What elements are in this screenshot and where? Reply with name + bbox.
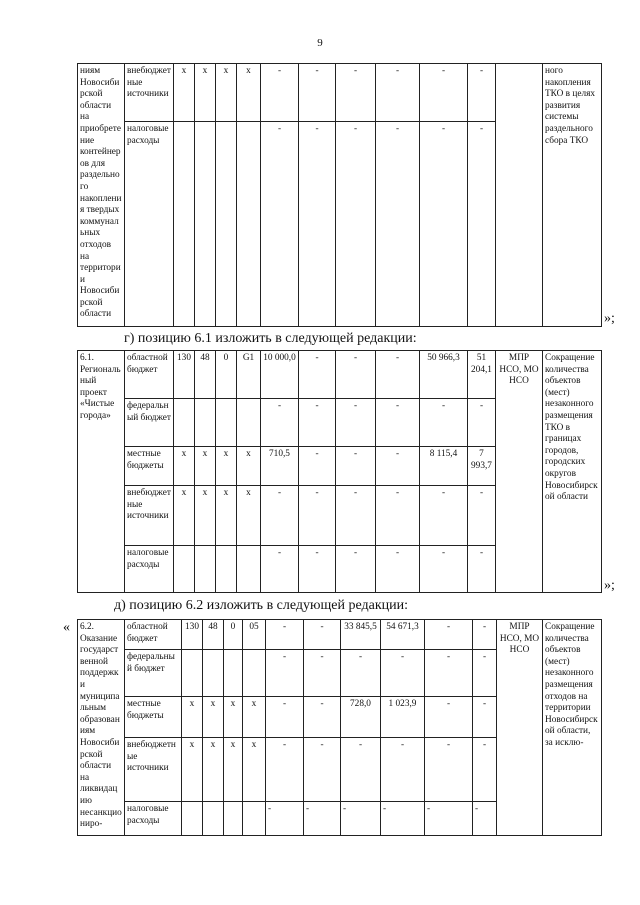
value-cell: - (468, 486, 496, 546)
code-cell: х (216, 486, 237, 546)
funding-source: внебюджетные источники (125, 486, 174, 546)
code-cell (243, 802, 266, 836)
value-cell: - (299, 64, 336, 122)
code-cell: х (237, 64, 261, 122)
value-cell: - (261, 122, 299, 327)
code-cell: 130 (182, 620, 203, 650)
value-cell: 33 845,5 (341, 620, 381, 650)
value-cell: - (299, 447, 336, 486)
value-cell: - (381, 738, 425, 802)
executor-cell (496, 64, 543, 327)
code-cell: х (195, 486, 216, 546)
value-cell: - (266, 620, 304, 650)
code-cell (216, 122, 237, 327)
code-cell: х (243, 697, 266, 738)
code-cell: х (237, 447, 261, 486)
code-cell (237, 399, 261, 447)
executor-cell: МПР НСО, МО НСО (497, 620, 543, 836)
code-cell: х (182, 697, 203, 738)
code-cell (203, 650, 224, 697)
funding-source: областной бюджет (125, 351, 174, 399)
code-cell: G1 (237, 351, 261, 399)
value-cell: - (468, 64, 496, 122)
value-cell: - (376, 64, 420, 122)
quote-open: « (63, 620, 70, 635)
value-cell: - (473, 697, 497, 738)
code-cell (243, 650, 266, 697)
value-cell: - (261, 64, 299, 122)
funding-source: областной бюджет (125, 620, 182, 650)
code-cell: х (224, 738, 243, 802)
code-cell: х (174, 447, 195, 486)
code-cell (237, 122, 261, 327)
funding-source: федеральный бюджет (125, 399, 174, 447)
value-cell: - (420, 486, 468, 546)
value-cell: - (376, 546, 420, 593)
value-cell: - (425, 620, 473, 650)
value-cell: 50 966,3 (420, 351, 468, 399)
value-cell: - (336, 399, 376, 447)
value-cell: - (473, 802, 497, 836)
code-cell: х (195, 447, 216, 486)
value-cell: - (299, 486, 336, 546)
code-cell: 48 (203, 620, 224, 650)
value-cell: - (341, 650, 381, 697)
table-row (78, 64, 602, 122)
value-cell: - (376, 447, 420, 486)
value-cell: - (376, 122, 420, 327)
funding-source: налоговые расходы (125, 802, 182, 836)
funding-source: налоговые расходы (125, 122, 174, 327)
value-cell: - (261, 399, 299, 447)
value-cell: - (261, 546, 299, 593)
value-cell: - (425, 697, 473, 738)
value-cell: - (381, 650, 425, 697)
value-cell: 728,0 (341, 697, 381, 738)
code-cell: 48 (195, 351, 216, 399)
value-cell: - (420, 399, 468, 447)
value-cell: - (376, 399, 420, 447)
value-cell: 10 000,0 (261, 351, 299, 399)
value-cell: 54 671,3 (381, 620, 425, 650)
value-cell: - (336, 486, 376, 546)
code-cell (182, 650, 203, 697)
code-cell: х (224, 697, 243, 738)
value-cell: - (266, 738, 304, 802)
code-cell (195, 122, 216, 327)
measure-name: 6.2. Оказание государственной поддержки муниципальным образованиям Новосибирской области на ликвидацию несанкциониро- (78, 620, 125, 836)
code-cell: х (216, 447, 237, 486)
code-cell (216, 546, 237, 593)
result-cell: Сокращение количества объектов (мест) незаконного размещения ТКО в границах городов, городских округов Новосибирской области (543, 351, 602, 593)
value-cell: - (381, 802, 425, 836)
value-cell: - (420, 122, 468, 327)
code-cell (224, 650, 243, 697)
result-cell: Сокращение количества объектов (мест) незаконного размещения отходов на территории Новосибирской области, за исклю- (543, 620, 602, 836)
code-cell (224, 802, 243, 836)
value-cell: 51 204,1 (468, 351, 496, 399)
value-cell: - (299, 546, 336, 593)
value-cell: - (468, 399, 496, 447)
code-cell: х (174, 486, 195, 546)
code-cell: х (174, 64, 195, 122)
funding-source: внебюджетные источники (125, 64, 174, 122)
value-cell: - (420, 546, 468, 593)
code-cell: х (216, 64, 237, 122)
funding-source: местные бюджеты (125, 447, 174, 486)
value-cell: - (266, 697, 304, 738)
code-cell (182, 802, 203, 836)
value-cell: 710,5 (261, 447, 299, 486)
code-cell: х (237, 486, 261, 546)
executor-cell: МПР НСО, МО НСО (496, 351, 543, 593)
value-cell: - (304, 620, 341, 650)
table-row (78, 351, 602, 399)
code-cell: х (203, 738, 224, 802)
table-row (78, 620, 602, 650)
value-cell: - (376, 486, 420, 546)
value-cell: - (468, 122, 496, 327)
value-cell: - (473, 738, 497, 802)
funding-source: налоговые расходы (125, 546, 174, 593)
funding-source: местные бюджеты (125, 697, 182, 738)
value-cell: - (299, 351, 336, 399)
code-cell: 05 (243, 620, 266, 650)
value-cell: - (299, 122, 336, 327)
code-cell: х (182, 738, 203, 802)
heading-item-d: д) позицию 6.2 изложить в следующей редакции: (114, 598, 409, 613)
value-cell: - (425, 738, 473, 802)
value-cell: - (336, 546, 376, 593)
quote-close-1: »; (604, 311, 615, 326)
code-cell (237, 546, 261, 593)
value-cell: - (261, 486, 299, 546)
value-cell: 8 115,4 (420, 447, 468, 486)
value-cell: - (336, 447, 376, 486)
value-cell: - (304, 738, 341, 802)
table-position-6-1 (77, 350, 602, 593)
value-cell: - (304, 650, 341, 697)
code-cell (174, 122, 195, 327)
value-cell: - (304, 802, 341, 836)
code-cell (216, 399, 237, 447)
code-cell: х (203, 697, 224, 738)
code-cell: х (243, 738, 266, 802)
code-cell: 0 (216, 351, 237, 399)
value-cell: 7 993,7 (468, 447, 496, 486)
code-cell: х (195, 64, 216, 122)
value-cell: - (473, 620, 497, 650)
value-cell: - (266, 802, 304, 836)
page-number: 9 (317, 37, 323, 49)
result-cell: ного накопления ТКО в целях развития системы раздельного сбора ТКО (543, 64, 602, 327)
heading-item-g: г) позицию 6.1 изложить в следующей редакции: (124, 331, 417, 346)
value-cell: - (341, 802, 381, 836)
quote-close-2: »; (604, 578, 615, 593)
value-cell: - (299, 399, 336, 447)
code-cell (195, 546, 216, 593)
measure-name: ниям Новосибирской области на приобретение контейнеров для раздельного накопления твердых коммунальных отходов на территории Новосибирской области (78, 64, 125, 327)
funding-source: внебюджетные источники (125, 738, 182, 802)
table-continuation (77, 63, 602, 327)
value-cell: - (376, 351, 420, 399)
value-cell: - (304, 697, 341, 738)
value-cell: 1 023,9 (381, 697, 425, 738)
value-cell: - (336, 351, 376, 399)
value-cell: - (468, 546, 496, 593)
code-cell: 0 (224, 620, 243, 650)
value-cell: - (336, 122, 376, 327)
value-cell: - (341, 738, 381, 802)
value-cell: - (266, 650, 304, 697)
value-cell: - (425, 650, 473, 697)
code-cell (174, 546, 195, 593)
code-cell: 130 (174, 351, 195, 399)
code-cell (174, 399, 195, 447)
funding-source: федеральный бюджет (125, 650, 182, 697)
value-cell: - (425, 802, 473, 836)
code-cell (195, 399, 216, 447)
table-position-6-2 (77, 619, 602, 836)
measure-name: 6.1. Региональный проект «Чистые города» (78, 351, 125, 593)
code-cell (203, 802, 224, 836)
value-cell: - (336, 64, 376, 122)
value-cell: - (420, 64, 468, 122)
value-cell: - (473, 650, 497, 697)
